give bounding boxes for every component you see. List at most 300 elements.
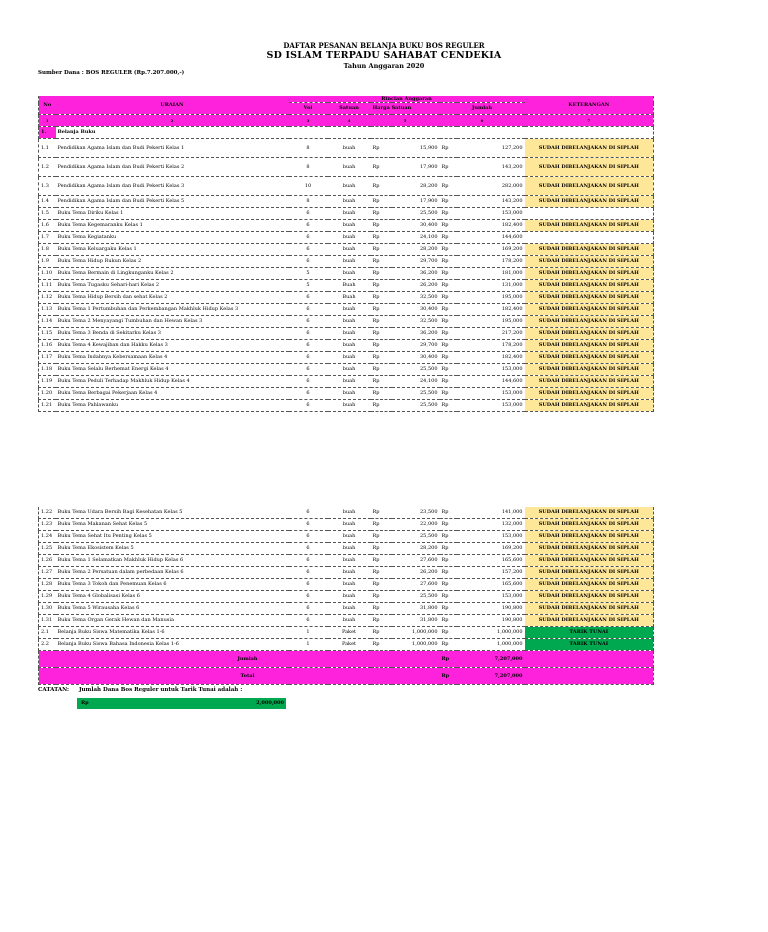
line-total: 153,000 [457, 364, 525, 376]
item-unit: Paket [328, 627, 371, 639]
line-total: 1,000,000 [457, 639, 525, 651]
item-volume: 6 [289, 364, 328, 376]
row-number: 1.3 [39, 177, 56, 196]
item-volume: 6 [289, 507, 328, 519]
table-row [39, 555, 654, 567]
table-row [39, 292, 654, 304]
item-unit: buah [328, 158, 371, 177]
total-currency: Rp [440, 220, 457, 232]
total-currency: Rp [440, 555, 457, 567]
unit-price: 25,500 [392, 388, 440, 400]
item-volume: 6 [289, 208, 328, 220]
item-unit: buah [328, 177, 371, 196]
table-row [39, 519, 654, 531]
unit-price: 17,900 [392, 158, 440, 177]
total-label: Total [56, 668, 440, 685]
item-volume: 6 [289, 388, 328, 400]
status-badge: SUDAH DIBELANJAKAN DI SIPLAH [525, 316, 654, 328]
unit-price: 28,200 [392, 244, 440, 256]
table-row [39, 328, 654, 340]
line-total: 141,000 [457, 507, 525, 519]
row-number: 1.25 [39, 543, 56, 555]
school-name: SD ISLAM TERPADU SAHABAT CENDEKIA [266, 50, 502, 61]
price-currency: Rp [371, 139, 392, 158]
status-badge: TARIK TUNAI [525, 627, 654, 639]
item-unit: buah [328, 244, 371, 256]
table-row [39, 615, 654, 627]
total-currency: Rp [440, 519, 457, 531]
table-row [39, 208, 654, 220]
table-row [39, 567, 654, 579]
item-unit: buah [328, 352, 371, 364]
item-unit: buah [328, 555, 371, 567]
table-row [39, 531, 654, 543]
item-volume: 6 [289, 531, 328, 543]
order-table-part-2 [38, 507, 654, 685]
item-volume: 8 [289, 196, 328, 208]
table-row [39, 364, 654, 376]
unit-price: 1,000,000 [392, 639, 440, 651]
item-description: Buku Tema Kegemaranku Kelas 1 [56, 220, 289, 232]
total-currency: Rp [440, 567, 457, 579]
colnum-5: 5 [371, 115, 440, 127]
item-volume: 6 [289, 316, 328, 328]
price-currency: Rp [371, 615, 392, 627]
item-description: Buku Tema Pahlawanku [56, 400, 289, 412]
price-currency: Rp [371, 280, 392, 292]
colnum-6: 6 [440, 115, 525, 127]
header-satuan: Satuan [328, 103, 371, 115]
price-currency: Rp [371, 268, 392, 280]
total-currency: Rp [440, 376, 457, 388]
item-description: Buku Tema Berbagai Pekerjaan Kelas 4 [56, 388, 289, 400]
item-volume: 6 [289, 519, 328, 531]
item-volume: 1 [289, 639, 328, 651]
price-currency: Rp [371, 400, 392, 412]
unit-price: 29,700 [392, 340, 440, 352]
row-number: 1.2 [39, 158, 56, 177]
section-label: Belanja Buku [56, 127, 289, 139]
row-number: 1.21 [39, 400, 56, 412]
row-number: 1.23 [39, 519, 56, 531]
fiscal-year: Tahun Anggaran 2020 [343, 62, 425, 70]
row-number: 1.1 [39, 139, 56, 158]
header-no: No [39, 96, 56, 115]
row-number: 1.8 [39, 244, 56, 256]
item-volume: 6 [289, 555, 328, 567]
unit-price: 25,500 [392, 591, 440, 603]
table-row [39, 591, 654, 603]
item-description: Buku Tema Tugasku Sehari-hari Kelas 2 [56, 280, 289, 292]
colnum-4: 4 [328, 115, 371, 127]
line-total: 153,000 [457, 400, 525, 412]
table-row [39, 139, 654, 158]
status-badge: SUDAH DIBELANJAKAN DI SIPLAH [525, 400, 654, 412]
status-badge: SUDAH DIBELANJAKAN DI SIPLAH [525, 220, 654, 232]
item-unit: buah [328, 256, 371, 268]
status-badge: SUDAH DIBELANJAKAN DI SIPLAH [525, 579, 654, 591]
status-badge: SUDAH DIBELANJAKAN DI SIPLAH [525, 591, 654, 603]
row-number: 1.30 [39, 603, 56, 615]
row-number: 1.10 [39, 268, 56, 280]
price-currency: Rp [371, 316, 392, 328]
price-currency: Rp [371, 177, 392, 196]
row-number: 1.26 [39, 555, 56, 567]
row-number: 1.24 [39, 531, 56, 543]
item-description: Buku Tema 4 Kewajiban dan Hakku Kelas 3 [56, 340, 289, 352]
price-currency: Rp [371, 555, 392, 567]
item-description: Buku Tema Hidup Bersih dan sehat Kelas 2 [56, 292, 289, 304]
status-badge: SUDAH DIBELANJAKAN DI SIPLAH [525, 139, 654, 158]
item-volume: 6 [289, 376, 328, 388]
status-badge: SUDAH DIBELANJAKAN DI SIPLAH [525, 158, 654, 177]
item-volume: 6 [289, 543, 328, 555]
unit-price: 25,500 [392, 208, 440, 220]
status-badge: SUDAH DIBELANJAKAN DI SIPLAH [525, 507, 654, 519]
row-number: 1.16 [39, 340, 56, 352]
item-volume: 6 [289, 579, 328, 591]
line-total: 195,000 [457, 316, 525, 328]
item-unit: buah [328, 268, 371, 280]
unit-price: 24,100 [392, 376, 440, 388]
item-description: Buku Tema Ekosistem Kelas 5 [56, 543, 289, 555]
item-description: Buku Tema 3 Tokoh dan Penemuan Kelas 6 [56, 579, 289, 591]
line-total: 153,000 [457, 388, 525, 400]
item-description: Buku Tema 1 Pertumbuhan dan Perkembangan Makhluk Hidup Kelas 3 [56, 304, 289, 316]
unit-price: 30,400 [392, 352, 440, 364]
item-unit: buah [328, 531, 371, 543]
unit-price: 25,500 [392, 400, 440, 412]
status-badge: SUDAH DIBELANJAKAN DI SIPLAH [525, 292, 654, 304]
colnum-7: 7 [525, 115, 654, 127]
line-total: 153,000 [457, 531, 525, 543]
item-description: Buku Tema Peduli Terhadap Makhluk Hidup Kelas 4 [56, 376, 289, 388]
total-currency: Rp [440, 316, 457, 328]
line-total: 157,200 [457, 567, 525, 579]
unit-price: 36,200 [392, 268, 440, 280]
status-badge: SUDAH DIBELANJAKAN DI SIPLAH [525, 615, 654, 627]
line-total: 178,200 [457, 256, 525, 268]
total-currency: Rp [440, 340, 457, 352]
item-volume: 6 [289, 400, 328, 412]
table-row [39, 340, 654, 352]
table-row [39, 304, 654, 316]
price-currency: Rp [371, 591, 392, 603]
item-description: Buku Tema 2 Menyayangi Tumbuhan dan Hewan Kelas 3 [56, 316, 289, 328]
item-description: Pendidikan Agama Islam dan Budi Pekerti Kelas 2 [56, 158, 289, 177]
item-unit: buah [328, 364, 371, 376]
unit-price: 29,700 [392, 256, 440, 268]
table-row [39, 376, 654, 388]
line-total: 132,000 [457, 519, 525, 531]
price-currency: Rp [371, 244, 392, 256]
unit-price: 26,200 [392, 567, 440, 579]
item-description: Buku Tema 1 Selamatkan Makhluk Hidup Kelas 6 [56, 555, 289, 567]
row-number: 1.17 [39, 352, 56, 364]
unit-price: 27,600 [392, 579, 440, 591]
status-badge: SUDAH DIBELANJAKAN DI SIPLAH [525, 280, 654, 292]
item-description: Buku Tema Hidup Rukun Kelas 2 [56, 256, 289, 268]
status-badge: SUDAH DIBELANJAKAN DI SIPLAH [525, 567, 654, 579]
item-volume: 6 [289, 603, 328, 615]
line-total: 190,800 [457, 615, 525, 627]
item-description: Belanja Buku Siswa Bahasa Indonesia Kelas 1-6 [56, 639, 289, 651]
row-number: 1.6 [39, 220, 56, 232]
price-currency: Rp [371, 519, 392, 531]
item-description: Buku Tema Diriku Kelas 1 [56, 208, 289, 220]
status-badge [525, 232, 654, 244]
price-currency: Rp [371, 220, 392, 232]
price-currency: Rp [371, 256, 392, 268]
jumlah-label: Jumlah [56, 651, 440, 668]
table-row [39, 627, 654, 639]
header-jumlah: Jumlah [440, 103, 525, 115]
total-currency: Rp [440, 139, 457, 158]
status-badge [525, 208, 654, 220]
unit-price: 32,500 [392, 292, 440, 304]
total-currency: Rp [440, 639, 457, 651]
total-currency: Rp [440, 177, 457, 196]
item-unit: Paket [328, 639, 371, 651]
price-currency: Rp [371, 364, 392, 376]
line-total: 178,200 [457, 340, 525, 352]
line-total: 195,000 [457, 292, 525, 304]
unit-price: 23,500 [392, 507, 440, 519]
status-badge: SUDAH DIBELANJAKAN DI SIPLAH [525, 531, 654, 543]
row-number: 1.11 [39, 280, 56, 292]
item-unit: buah [328, 388, 371, 400]
item-unit: buah [328, 208, 371, 220]
total-currency: Rp [440, 352, 457, 364]
status-badge: SUDAH DIBELANJAKAN DI SIPLAH [525, 388, 654, 400]
status-badge: SUDAH DIBELANJAKAN DI SIPLAH [525, 519, 654, 531]
price-currency: Rp [371, 579, 392, 591]
line-total: 190,800 [457, 603, 525, 615]
row-number: 1.15 [39, 328, 56, 340]
price-currency: Rp [371, 292, 392, 304]
unit-price: 26,200 [392, 280, 440, 292]
row-number: 1.9 [39, 256, 56, 268]
status-badge: SUDAH DIBELANJAKAN DI SIPLAH [525, 256, 654, 268]
total-value: 7,207,000 [457, 668, 525, 685]
document-title: DAFTAR PESANAN BELANJA BUKU BOS REGULER [283, 41, 485, 50]
status-badge: SUDAH DIBELANJAKAN DI SIPLAH [525, 328, 654, 340]
total-currency: Rp [440, 400, 457, 412]
item-volume: 6 [289, 220, 328, 232]
status-badge: SUDAH DIBELANJAKAN DI SIPLAH [525, 555, 654, 567]
unit-price: 32,500 [392, 316, 440, 328]
item-volume: 5 [289, 280, 328, 292]
item-unit: buah [328, 507, 371, 519]
header-vol: Vol [289, 103, 328, 115]
row-number: 1.19 [39, 376, 56, 388]
line-total: 182,400 [457, 352, 525, 364]
table-row [39, 256, 654, 268]
item-volume: 6 [289, 304, 328, 316]
unit-price: 28,200 [392, 543, 440, 555]
status-badge: SUDAH DIBELANJAKAN DI SIPLAH [525, 244, 654, 256]
item-volume: 5 [289, 268, 328, 280]
price-currency: Rp [371, 507, 392, 519]
unit-price: 1,000,000 [392, 627, 440, 639]
unit-price: 31,800 [392, 603, 440, 615]
item-unit: buah [328, 220, 371, 232]
unit-price: 17,900 [392, 196, 440, 208]
item-description: Pendidikan Agama Islam dan Budi Pekerti Kelas 1 [56, 139, 289, 158]
total-currency: Rp [440, 280, 457, 292]
funding-source: Sumber Dana : BOS REGULER (Rp.7.207.000,-) [38, 70, 185, 76]
unit-price: 28,200 [392, 177, 440, 196]
price-currency: Rp [371, 627, 392, 639]
row-number: 1.22 [39, 507, 56, 519]
price-currency: Rp [371, 352, 392, 364]
note-text: Jumlah Dana Bos Reguler untuk Tarik Tunai adalah : [78, 687, 243, 693]
status-badge: SUDAH DIBELANJAKAN DI SIPLAH [525, 364, 654, 376]
table-row [39, 232, 654, 244]
row-number: 1.29 [39, 591, 56, 603]
line-total: 282,000 [457, 177, 525, 196]
table-row [39, 280, 654, 292]
total-currency: Rp [440, 388, 457, 400]
table-row [39, 196, 654, 208]
total-currency: Rp [440, 615, 457, 627]
row-number: 1.27 [39, 567, 56, 579]
line-total: 143,200 [457, 196, 525, 208]
item-unit: buah [328, 316, 371, 328]
note-label: CATATAN: [38, 687, 70, 693]
price-currency: Rp [371, 603, 392, 615]
unit-price: 25,500 [392, 531, 440, 543]
table-row [39, 244, 654, 256]
line-total: 165,600 [457, 555, 525, 567]
price-currency: Rp [371, 304, 392, 316]
status-badge: TARIK TUNAI [525, 639, 654, 651]
item-volume: 6 [289, 591, 328, 603]
item-volume: 10 [289, 177, 328, 196]
unit-price: 30,400 [392, 304, 440, 316]
total-currency: Rp [440, 292, 457, 304]
status-badge: SUDAH DIBELANJAKAN DI SIPLAH [525, 268, 654, 280]
item-unit: buah [328, 591, 371, 603]
status-badge: SUDAH DIBELANJAKAN DI SIPLAH [525, 304, 654, 316]
item-unit: buah [328, 400, 371, 412]
line-total: 217,200 [457, 328, 525, 340]
header-keterangan: KETERANGAN [525, 96, 654, 115]
item-description: Buku Tema 2 Persatuan dalam perbedaan Kelas 6 [56, 567, 289, 579]
item-unit: buah [328, 328, 371, 340]
table-row [39, 268, 654, 280]
status-badge: SUDAH DIBELANJAKAN DI SIPLAH [525, 543, 654, 555]
row-number: 2.2 [39, 639, 56, 651]
unit-price: 30,400 [392, 220, 440, 232]
line-total: 182,400 [457, 220, 525, 232]
row-number: 1.12 [39, 292, 56, 304]
unit-price: 15,900 [392, 139, 440, 158]
total-currency: Rp [440, 328, 457, 340]
price-currency: Rp [371, 232, 392, 244]
line-total: 181,000 [457, 268, 525, 280]
header-uraian: URAIAN [56, 96, 289, 115]
item-description: Buku Tema Udara Bersih Bagi Kesehatan Kelas 5 [56, 507, 289, 519]
line-total: 1,000,000 [457, 627, 525, 639]
price-currency: Rp [371, 531, 392, 543]
item-volume: 1 [289, 627, 328, 639]
total-currency: Rp [440, 232, 457, 244]
item-unit: buah [328, 567, 371, 579]
unit-price: 25,500 [392, 364, 440, 376]
total-currency: Rp [440, 268, 457, 280]
price-currency: Rp [371, 388, 392, 400]
row-number: 2.1 [39, 627, 56, 639]
table-row [39, 579, 654, 591]
item-volume: 6 [289, 567, 328, 579]
item-unit: buah [328, 376, 371, 388]
item-volume: 8 [289, 158, 328, 177]
total-currency: Rp [440, 591, 457, 603]
item-description: Belanja Buku Siswa Matematika Kelas 1-6 [56, 627, 289, 639]
item-volume: 6 [289, 328, 328, 340]
price-currency: Rp [371, 639, 392, 651]
table-row [39, 507, 654, 519]
item-unit: buah [328, 579, 371, 591]
item-unit: buah [328, 304, 371, 316]
line-total: 182,400 [457, 304, 525, 316]
row-number: 1.4 [39, 196, 56, 208]
price-currency: Rp [371, 340, 392, 352]
item-volume: 6 [289, 256, 328, 268]
line-total: 153,000 [457, 591, 525, 603]
item-description: Buku Tema Sehat Itu Penting Kelas 5 [56, 531, 289, 543]
item-description: Pendidikan Agama Islam dan Budi Pekerti Kelas 3 [56, 177, 289, 196]
row-number: 1.20 [39, 388, 56, 400]
item-description: Buku Tema Keluargaku Kelas 1 [56, 244, 289, 256]
line-total: 153,000 [457, 208, 525, 220]
table-row [39, 543, 654, 555]
jumlah-currency: Rp [440, 651, 457, 668]
price-currency: Rp [371, 196, 392, 208]
item-unit: buah [328, 196, 371, 208]
cash-withdrawal-amount [77, 698, 286, 709]
unit-price: 24,100 [392, 232, 440, 244]
total-currency: Rp [440, 627, 457, 639]
price-currency: Rp [371, 543, 392, 555]
total-currency: Rp [440, 531, 457, 543]
note [38, 687, 250, 693]
item-description: Buku Tema Indahnya Kebersamaan Kelas 4 [56, 352, 289, 364]
table-row [39, 639, 654, 651]
item-description: Buku Tema Kegiatanku [56, 232, 289, 244]
table-row [39, 177, 654, 196]
item-volume: 6 [289, 244, 328, 256]
cash-value: 2,000,000 [256, 700, 284, 706]
price-currency: Rp [371, 376, 392, 388]
item-description: Buku Tema 4 Globalisasi Kelas 6 [56, 591, 289, 603]
total-currency: Rp [440, 208, 457, 220]
line-total: 165,600 [457, 579, 525, 591]
section-no: 1. [39, 127, 56, 139]
row-number: 1.18 [39, 364, 56, 376]
line-total: 127,200 [457, 139, 525, 158]
row-number: 1.7 [39, 232, 56, 244]
total-currency: Rp [440, 668, 457, 685]
item-description: Buku Tema Makanan Sehat Kelas 5 [56, 519, 289, 531]
row-number: 1.5 [39, 208, 56, 220]
item-unit: buah [328, 543, 371, 555]
item-unit: buah [328, 519, 371, 531]
status-badge: SUDAH DIBELANJAKAN DI SIPLAH [525, 340, 654, 352]
row-number: 1.13 [39, 304, 56, 316]
status-badge: SUDAH DIBELANJAKAN DI SIPLAH [525, 603, 654, 615]
